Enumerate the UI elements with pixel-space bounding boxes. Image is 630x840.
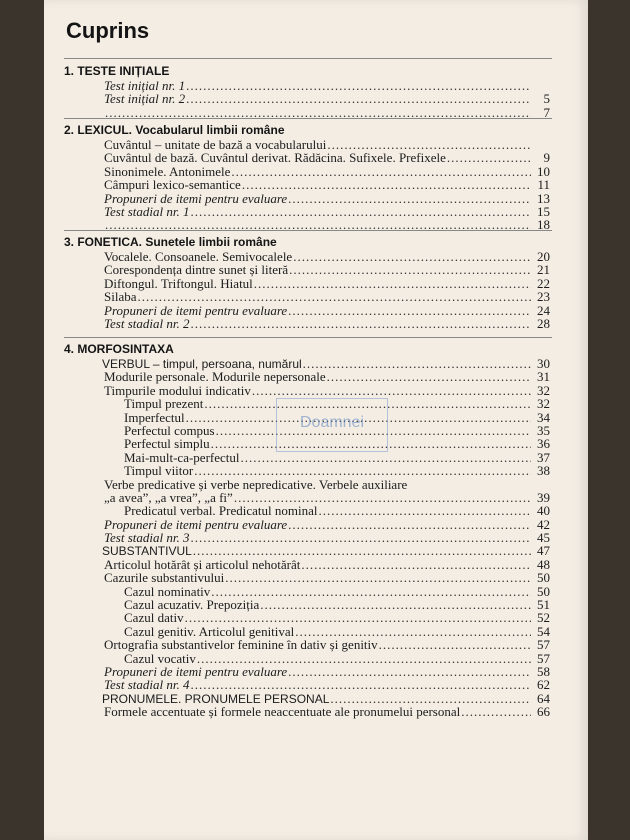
toc-page-number: 5 <box>543 91 550 107</box>
dot-leader <box>138 290 532 303</box>
dot-leader <box>327 370 531 383</box>
dot-leader <box>303 357 531 370</box>
toc-entry[interactable] <box>64 192 550 205</box>
toc-entry[interactable] <box>64 151 550 164</box>
toc-page-number: 32 <box>537 396 550 412</box>
toc-entry-label: Articolul hotărât și articolul nehotărât <box>104 556 301 572</box>
dot-leader <box>231 165 531 178</box>
dot-leader <box>252 384 531 397</box>
toc-entry[interactable] <box>64 585 550 598</box>
toc-page-number: 37 <box>537 449 550 465</box>
toc-entry[interactable] <box>64 205 550 218</box>
toc-entry[interactable] <box>64 705 550 718</box>
toc-entry-label: Test inițial nr. 1 <box>104 78 186 93</box>
dot-leader <box>197 652 531 665</box>
toc-entry-label: Cazul vocativ <box>124 650 196 666</box>
section-divider <box>64 58 552 59</box>
toc-page-number: 31 <box>537 369 550 385</box>
toc-entry[interactable] <box>64 263 550 276</box>
toc-entry[interactable] <box>64 79 550 92</box>
dot-leader <box>330 692 531 705</box>
toc-page-number: 57 <box>537 650 550 666</box>
section-divider <box>64 337 552 338</box>
toc-entry-label: Corespondența dintre sunet și literă <box>104 262 289 278</box>
toc-entry[interactable] <box>64 518 550 531</box>
toc-entry-label: Cazul acuzativ. Prepoziția <box>124 597 260 613</box>
toc-entry[interactable] <box>64 571 550 584</box>
toc-entry-label: Test inițial nr. 2 <box>104 91 186 107</box>
toc-entry-label: Imperfectul <box>124 409 185 425</box>
toc-entry-label: Propuneri de itemi pentru evaluare <box>104 663 288 679</box>
toc-entry-label: Mai-mult-ca-perfectul <box>124 449 240 465</box>
toc-entry-label: Test stadial nr. 1 <box>104 203 190 219</box>
toc-page-number: 57 <box>537 637 550 653</box>
section-heading: 1. TESTE INIȚIALE <box>64 64 170 78</box>
toc-entry[interactable] <box>64 598 550 611</box>
toc-entry[interactable] <box>64 491 550 504</box>
toc-page-number: 7 <box>543 104 550 120</box>
dot-leader <box>225 571 531 584</box>
dot-leader <box>191 678 532 691</box>
toc-page-number: 32 <box>537 382 550 398</box>
toc-section-teste-initiale <box>64 64 550 119</box>
toc-page-number: 11 <box>537 177 550 193</box>
dot-leader <box>191 531 532 544</box>
toc-section-fonetica <box>64 235 550 330</box>
toc-entry[interactable] <box>64 504 550 517</box>
dot-leader <box>242 178 531 191</box>
toc-page-number: 39 <box>537 489 550 505</box>
toc-entry[interactable] <box>64 478 550 491</box>
toc-page-number: 47 <box>537 543 550 559</box>
dot-leader <box>185 611 531 624</box>
toc-entry[interactable] <box>64 451 550 464</box>
toc-entry-label: Cuvântul – unitate de bază a vocabularului <box>104 137 327 152</box>
toc-entry-label: Timpul prezent <box>124 396 204 412</box>
toc-page-number: 21 <box>537 262 550 278</box>
page-title: Cuprins <box>66 18 150 43</box>
toc-page-number: 28 <box>537 315 550 331</box>
dot-leader <box>186 92 531 105</box>
toc-entry-label: Cazurile substantivului <box>104 570 225 586</box>
section-heading: 4. MORFOSINTAXA <box>64 342 174 356</box>
dot-leader <box>191 317 532 330</box>
toc-entry[interactable] <box>64 277 550 290</box>
toc-page-number: 45 <box>537 530 550 546</box>
toc-entry[interactable] <box>64 357 550 370</box>
toc-page-number: 62 <box>537 677 550 693</box>
section-divider <box>64 118 552 119</box>
dot-leader <box>241 451 532 464</box>
dot-leader <box>288 192 531 205</box>
toc-page-number: 30 <box>537 356 550 371</box>
dot-leader <box>186 79 531 92</box>
toc-page-number: 52 <box>537 610 550 626</box>
toc-entry[interactable] <box>64 625 550 638</box>
dot-leader <box>288 518 531 531</box>
toc-page-number: 54 <box>537 623 550 639</box>
toc-entry[interactable] <box>64 250 550 263</box>
toc-page-number: 42 <box>537 516 550 532</box>
toc-entry-label: Silaba <box>104 289 137 305</box>
toc-entry-label: Test stadial nr. 4 <box>104 677 190 693</box>
toc-entry-label: Modurile personale. Modurile nepersonale <box>104 369 326 385</box>
dot-leader <box>194 464 531 477</box>
toc-entry-label: Propuneri de itemi pentru evaluare <box>104 190 288 206</box>
toc-entry-label: Verbe predicative și verbe nepredicative. Verbele auxiliare <box>104 476 408 492</box>
toc-entry-label: Perfectul compus <box>124 422 215 438</box>
dot-leader <box>193 544 531 557</box>
toc-page-number: 15 <box>537 203 550 219</box>
toc-entry[interactable] <box>64 544 550 557</box>
watermark-stamp: Doamnei <box>276 398 388 452</box>
dot-leader <box>254 277 531 290</box>
toc-page-number: 20 <box>537 249 550 264</box>
section-heading: 3. FONETICA. Sunetele limbii române <box>64 235 277 249</box>
toc-entry-label: VERBUL – timpul, persoana, numărul <box>102 357 302 371</box>
toc-page-number: 51 <box>537 597 550 613</box>
dot-leader <box>288 304 531 317</box>
toc-entry[interactable] <box>64 464 550 477</box>
toc-page-number: 66 <box>537 704 550 720</box>
dot-leader <box>260 598 531 611</box>
toc-page-number: 34 <box>537 409 550 425</box>
toc-entry-label: Diftongul. Triftongul. Hiatul <box>104 275 253 291</box>
toc-entry-label: SUBSTANTIVUL <box>102 544 192 559</box>
toc-page-number: 36 <box>537 436 550 452</box>
toc-page-number: 38 <box>537 463 550 479</box>
dot-leader <box>211 585 531 598</box>
toc-entry-label: Vocalele. Consoanele. Semivocalele <box>104 249 293 264</box>
toc-entry-label: Formele accentuate și formele neaccentuate ale pronumelui personal <box>104 704 461 720</box>
toc-entry-label: Cazul dativ <box>124 610 184 626</box>
dot-leader <box>319 504 532 517</box>
toc-page-number: 22 <box>537 275 550 291</box>
document-page <box>44 0 588 840</box>
section-divider <box>64 230 552 231</box>
dot-leader <box>447 151 531 164</box>
toc-entry-label: Cuvântul de bază. Cuvântul derivat. Rădăcina. Sufixele. Prefixele <box>104 150 446 166</box>
toc-entry[interactable] <box>64 178 550 191</box>
toc-entry[interactable] <box>64 304 550 317</box>
toc-entry[interactable] <box>64 138 550 151</box>
toc-page-number: 50 <box>537 570 550 586</box>
toc-entry-label: Câmpuri lexico-semantice <box>104 177 241 193</box>
toc-entry[interactable] <box>64 165 550 178</box>
toc-page-number: 35 <box>537 422 550 438</box>
toc-entry[interactable] <box>64 611 550 624</box>
toc-entry[interactable] <box>64 558 550 571</box>
dot-leader <box>327 138 531 151</box>
toc-entry-label: Test stadial nr. 3 <box>104 530 190 546</box>
toc-entry-label: Predicatul verbal. Predicatul nominal <box>124 503 318 519</box>
dot-leader <box>301 558 531 571</box>
toc-entry-label: Timpul viitor <box>124 463 194 479</box>
toc-entry[interactable] <box>64 678 550 691</box>
toc-page-number: 64 <box>537 690 550 706</box>
toc-entry[interactable] <box>64 290 550 303</box>
dot-leader <box>293 250 531 263</box>
toc-entry[interactable] <box>64 638 550 651</box>
toc-page-number: 13 <box>537 190 550 206</box>
dot-leader <box>191 205 532 218</box>
toc-entry-label: Test stadial nr. 2 <box>104 315 190 331</box>
dot-leader <box>288 665 531 678</box>
toc-page-number: 18 <box>537 217 550 233</box>
toc-page-number: 23 <box>537 289 550 305</box>
toc-page-number: 9 <box>543 150 550 166</box>
toc-entry-label: Perfectul simplu <box>124 436 210 452</box>
toc-page-number: 24 <box>537 302 550 318</box>
toc-entry-label: Cazul nominativ <box>124 583 211 599</box>
dot-leader <box>461 705 531 718</box>
toc-entry[interactable] <box>64 692 550 705</box>
toc-page-number: 40 <box>537 503 550 519</box>
toc-page-number: 58 <box>537 663 550 679</box>
dot-leader <box>379 638 531 651</box>
dot-leader <box>234 491 531 504</box>
section-heading: 2. LEXICUL. Vocabularul limbii române <box>64 123 285 137</box>
toc-entry[interactable] <box>64 370 550 383</box>
toc-entry[interactable] <box>64 92 550 105</box>
toc-entry-label: Cazul genitiv. Articolul genitival <box>124 623 295 639</box>
dot-leader <box>295 625 531 638</box>
toc-entry-label: Sinonimele. Antonimele <box>104 163 231 179</box>
toc-entry-label: Propuneri de itemi pentru evaluare <box>104 302 288 318</box>
toc-entry[interactable] <box>64 652 550 665</box>
toc-entry-label: Ortografia substantivelor feminine în dativ și genitiv <box>104 637 378 653</box>
toc-entry-label: Propuneri de itemi pentru evaluare <box>104 516 288 532</box>
toc-entry[interactable] <box>64 531 550 544</box>
toc-page-number: 50 <box>537 583 550 599</box>
toc-entry-label: Timpurile modului indicativ <box>104 382 251 398</box>
toc-page-number: 10 <box>537 163 550 179</box>
toc-entry[interactable] <box>64 317 550 330</box>
toc-entry-label: „a avea”, „a vrea”, „a fi” <box>104 489 233 505</box>
toc-entry-label: PRONUMELE. PRONUMELE PERSONAL <box>102 691 330 706</box>
toc-entry[interactable] <box>64 665 550 678</box>
toc-section-lexicul <box>64 123 550 232</box>
toc-page-number: 48 <box>537 556 550 572</box>
dot-leader <box>289 263 531 276</box>
toc-entry[interactable] <box>64 384 550 397</box>
